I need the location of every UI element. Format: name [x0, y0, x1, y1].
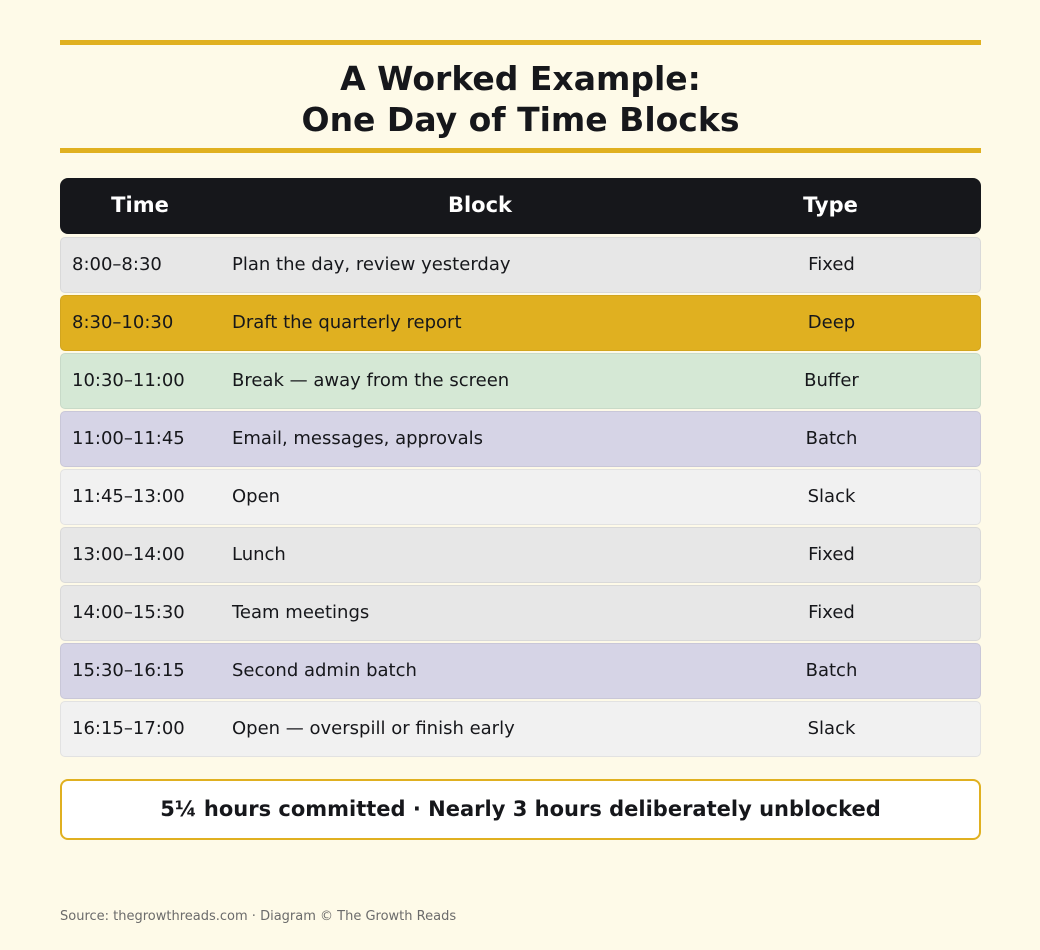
cell-type: Fixed	[808, 544, 855, 565]
cell-block: Break — away from the screen	[232, 370, 510, 391]
title-top-rule	[60, 40, 981, 45]
cell-block: Open — overspill or finish early	[232, 718, 515, 739]
cell-time: 16:15–17:00	[72, 718, 185, 739]
table-body	[60, 237, 981, 757]
cell-time: 8:30–10:30	[72, 312, 174, 333]
cell-time: 14:00–15:30	[72, 602, 185, 623]
table-header	[60, 178, 981, 234]
summary-box: 5¼ hours committed · Nearly 3 hours deliberately unblocked	[60, 779, 981, 840]
source-credit: Source: thegrowthreads.com · Diagram © The Growth Reads	[60, 909, 457, 924]
cell-type: Deep	[807, 312, 856, 333]
table-row	[60, 527, 981, 583]
cell-block: Team meetings	[232, 602, 370, 623]
cell-block: Plan the day, review yesterday	[232, 254, 511, 275]
cell-block: Second admin batch	[232, 660, 417, 681]
cell-type: Fixed	[808, 254, 855, 275]
cell-time: 15:30–16:15	[72, 660, 185, 681]
cell-type: Batch	[805, 428, 858, 449]
cell-type: Buffer	[804, 370, 859, 391]
cell-type: Slack	[807, 486, 856, 507]
table-row	[60, 701, 981, 757]
page-title	[60, 58, 981, 140]
cell-time: 10:30–11:00	[72, 370, 185, 391]
table-row	[60, 585, 981, 641]
cell-block: Email, messages, approvals	[232, 428, 484, 449]
cell-type: Fixed	[808, 602, 855, 623]
table-row	[60, 237, 981, 293]
table-row	[60, 643, 981, 699]
column-header-block: Block	[447, 193, 513, 217]
table-row	[60, 295, 981, 351]
table-row	[60, 411, 981, 467]
title-line-2: One Day of Time Blocks	[301, 100, 740, 139]
cell-time: 11:45–13:00	[72, 486, 185, 507]
cell-block: Draft the quarterly report	[232, 312, 462, 333]
cell-block: Lunch	[232, 544, 286, 565]
table-row	[60, 469, 981, 525]
cell-block: Open	[232, 486, 281, 507]
cell-time: 8:00–8:30	[72, 254, 162, 275]
cell-type: Batch	[805, 660, 858, 681]
table-row	[60, 353, 981, 409]
title-bottom-rule	[60, 148, 981, 153]
cell-type: Slack	[807, 718, 856, 739]
title-line-1: A Worked Example:	[340, 59, 701, 98]
column-header-time: Time	[111, 193, 169, 217]
column-header-type: Type	[803, 193, 858, 217]
cell-time: 13:00–14:00	[72, 544, 185, 565]
time-blocks-table	[60, 178, 981, 759]
cell-time: 11:00–11:45	[72, 428, 185, 449]
